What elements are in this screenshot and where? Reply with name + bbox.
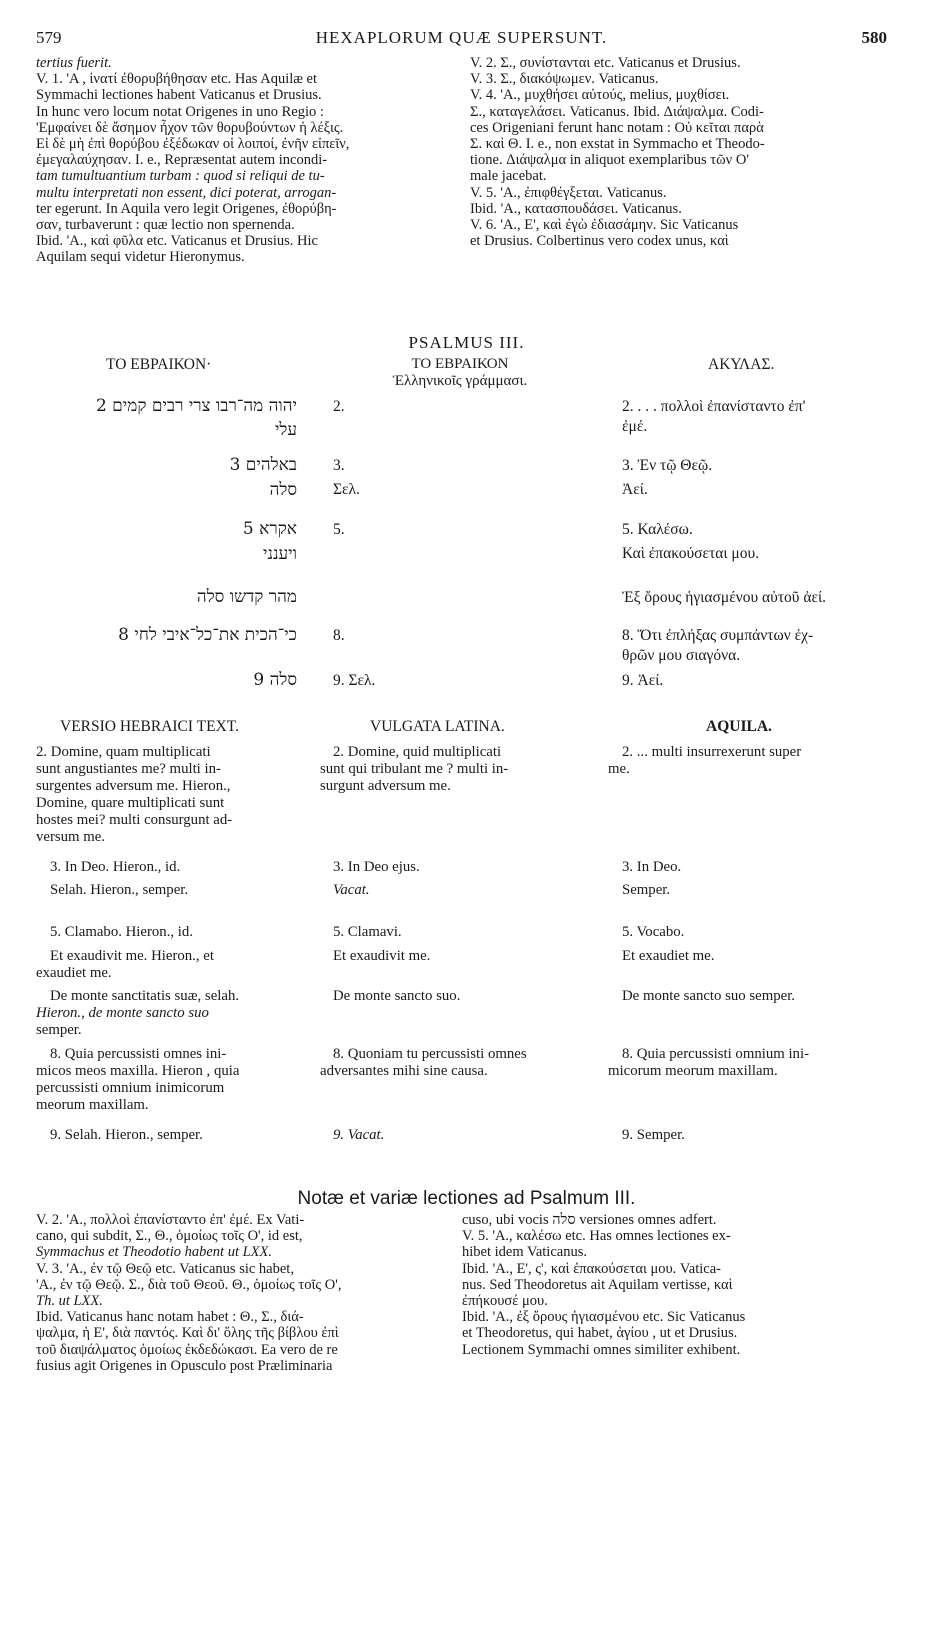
aquila-line: 8. Ὅτι ἐπλήξας συμπάντων ἐχ- [622, 627, 814, 644]
text-line: tam tumultuantium turbam : quod si reliqui de tu- [36, 168, 325, 185]
running-title: HEXAPLORUM QUÆ SUPERSUNT. [315, 28, 608, 47]
notes-left-column [36, 1212, 441, 1374]
text-line: τοῦ διαψάλματος ὁμοίως ἐκδεδώκασι. Ea vero de re [36, 1341, 338, 1358]
aquila-monte: De monte sancto suo semper. [622, 988, 796, 1004]
versio-exaud: Et exaudivit me. Hieron., et [50, 948, 214, 964]
text-line: Ibid. 'A., κατασπουδάσει. Vaticanus. [470, 200, 682, 217]
vulgata-v2: surgunt adversum me. [320, 778, 451, 794]
hebrew-line: סלה [269, 480, 297, 500]
versio-exaud: exaudiet me. [36, 965, 112, 981]
text-line: V. 1. 'A , ἱνατί ἐθορυβήθησαν etc. Has Aquilæ et [36, 71, 318, 88]
aquila-v8: micorum meorum maxillam. [608, 1063, 778, 1079]
hebrew-line: ויענני [263, 544, 297, 564]
text-line: tertius fuerit. [36, 55, 112, 71]
text-line: nus. Sed Theodoretus ait Aquilam vertisse, καὶ [462, 1276, 733, 1293]
vulgata-exaud: Et exaudivit me. [333, 948, 431, 964]
text-line: fusius agit Origenes in Opusculo post Præliminaria [36, 1357, 333, 1374]
col-head-translit-sub: Ἑλληνικοῖς γράμμασι. [392, 373, 528, 389]
hebrew-line: באלהים 3 [229, 455, 297, 475]
versio-v8: 8. Quia percussisti omnes ini- [50, 1046, 227, 1062]
text-line: ter egerunt. In Aquila vero legit Origenes, ἐθορύβη- [36, 200, 337, 217]
text-line: tione. Διάψαλμα in aliquot exemplaribus τῶν O' [470, 152, 749, 169]
aquila-v2: 2. ... multi insurrexerunt super [622, 744, 802, 760]
aquila-exaud: Et exaudiet me. [622, 948, 715, 964]
aquila-v2: me. [608, 761, 630, 777]
translit-line: Σελ. [333, 481, 360, 498]
aquila-semper: Semper. [622, 882, 671, 898]
page-number-right: 580 [861, 28, 887, 47]
text-line: ἐπήκουσέ μου. [462, 1293, 548, 1310]
page-number-left: 579 [36, 28, 62, 47]
versio-v8: micos meos maxilla. Hieron , quia [36, 1063, 240, 1079]
translit-line: 8. [333, 627, 345, 644]
versio-v5: 5. Clamabo. Hieron., id. [50, 924, 194, 940]
aquila-line: Ἀεί. [622, 481, 648, 498]
translit-line: 5. [333, 521, 345, 538]
text-line: sunt angustiantes me? multi in- [36, 761, 221, 777]
text-line: V. 5. 'A., ἐπιφθέγξεται. Vaticanus. [470, 184, 667, 201]
aquila-line: 9. Ἀεί. [622, 672, 664, 689]
aquila-line: θρῶν μου σιαγόνα. [622, 647, 741, 664]
text-line: Ibid. 'A., ἐξ ὄρους ἡγιασμένου etc. Sic Vaticanus [462, 1309, 746, 1326]
top-right-column [470, 55, 890, 249]
text-line: 2. Domine, quam multiplicati [36, 744, 211, 760]
versio-v8: percussisti omnium inimicorum [36, 1080, 225, 1096]
text-line: male jacebat. [470, 168, 547, 185]
translit-line: 3. [333, 457, 345, 474]
versio-v9: 9. Selah. Hieron., semper. [50, 1127, 203, 1143]
text-line: In hunc vero locum notat Origenes in uno Regio : [36, 103, 324, 120]
text-line: hibet idem Vaticanus. [462, 1244, 587, 1261]
text-line: Symmachus et Theodotio habent ut LXX. [36, 1244, 273, 1261]
text-line: V. 2. Σ., συνίστανται etc. Vaticanus et Drusius. [470, 55, 741, 71]
latin-head-versio: VERSIO HEBRAICI TEXT. [60, 718, 239, 735]
aquila-v9: 9. Semper. [622, 1127, 685, 1143]
aquila-v8: 8. Quia percussisti omnium ini- [622, 1046, 809, 1062]
text-line: et Theodoretus, qui habet, ἁγίου , ut et Drusius. [462, 1325, 738, 1342]
text-line: surgentes adversum me. Hieron., [36, 778, 231, 794]
text-line: versum me. [36, 829, 106, 845]
text-line: Σ., καταγελάσει. Vaticanus. Ibid. Διάψαλμα. Codi- [470, 103, 764, 120]
text-line: Εἰ δὲ μὴ ἐπὶ θορύβου ἐξέδωκαν οἱ λοιποί, ἐνῆν εἰπεῖν, [36, 136, 350, 153]
text-line: Σ. καὶ Θ. I. e., non exstat in Symmacho et Theodo- [470, 136, 765, 153]
hebrew-line: מהר קדשו סלה [196, 587, 297, 607]
aquila-line: 2. . . . πολλοὶ ἐπανίσταντο ἐπ' [622, 398, 806, 415]
text-line: ἐμεγαλαύχησαν. I. e., Repræsentat autem incondi- [36, 152, 328, 169]
versio-monte: De monte sanctitatis suæ, selah. [50, 988, 240, 1004]
versio-v8: meorum maxillam. [36, 1097, 149, 1113]
vulgata-v2: sunt qui tribulant me ? multi in- [320, 761, 509, 777]
notes-right-column [462, 1212, 890, 1358]
text-line: ces Origeniani ferunt hanc notam : Οὐ κεῖται παρὰ [470, 119, 764, 136]
vulgata-monte: De monte sancto suo. [333, 988, 461, 1004]
col-head-hebrew: ΤΟ ΕΒΡΑΙΚΟΝ· [106, 356, 212, 373]
vulgata-v9: 9. Vacat. [333, 1127, 385, 1143]
aquila-line: ἐμέ. [622, 418, 648, 435]
versio-v3: 3. In Deo. Hieron., id. [50, 859, 181, 875]
col-head-translit [360, 356, 560, 390]
col-head-translit-title: ΤΟ ΕΒΡΑΙΚΟΝ [411, 356, 509, 372]
text-line: Ibid. 'A., E', ς', καὶ ἐπακούσεται μου. Vatica- [462, 1260, 721, 1277]
vulgata-v8: adversantes mihi sine causa. [320, 1063, 488, 1079]
text-line: et Drusius. Colbertinus vero codex unus, καὶ [470, 233, 729, 250]
aquila-v3: 3. In Deo. [622, 859, 682, 875]
text-line: multu interpretati non essent, dici poterat, arrogan- [36, 184, 337, 201]
hebrew-line: אקרא 5 [242, 519, 297, 539]
notes-title: Notæ et variæ lectiones ad Psalmum III. [297, 1188, 636, 1209]
text-line: σαν, turbaverunt : quæ lectio non spernenda. [36, 217, 295, 234]
hebrew-line: סלה 9 [253, 670, 297, 690]
latin-head-vulgata: VULGATA LATINA. [370, 718, 505, 735]
top-left-column [36, 55, 441, 266]
vulgata-v5: 5. Clamavi. [333, 924, 402, 940]
aquila-line: Καὶ ἐπακούσεται μου. [622, 545, 760, 562]
text-line: Domine, quare multiplicati sunt [36, 795, 225, 811]
vulgata-v8: 8. Quoniam tu percussisti omnes [333, 1046, 527, 1062]
text-line: Ibid. Vaticanus hanc notam habet : Θ., Σ., διά- [36, 1309, 304, 1326]
text-line: 'A., ἐν τῷ Θεῷ. Σ., διὰ τοῦ Θεοῦ. Θ., ὁμοίως τοῖς O', [36, 1276, 342, 1293]
text-line: V. 3. 'A., ἐν τῷ Θεῷ etc. Vaticanus sic habet, [36, 1260, 294, 1277]
versio-selah: Selah. Hieron., semper. [50, 882, 189, 898]
vulgata-vacat: Vacat. [333, 882, 370, 898]
text-line: Lectionem Symmachi omnes similiter exhibent. [462, 1341, 741, 1358]
text-line: Symmachi lectiones habent Vaticanus et Drusius. [36, 87, 322, 104]
aquila-v5: 5. Vocabo. [622, 924, 685, 940]
col-head-aquila: ΑΚΥΛΑΣ. [708, 356, 775, 373]
text-line: V. 3. Σ., διακόψωμεν. Vaticanus. [470, 71, 659, 88]
aquila-line: Ἐξ ὄρους ἡγιασμένου αὐτοῦ ἀεί. [622, 589, 827, 606]
aquila-line: 3. Ἐν τῷ Θεῷ. [622, 457, 713, 474]
translit-line: 9. Σελ. [333, 672, 376, 689]
text-line: V. 6. 'A., E', καὶ ἐγὼ ἐδιασάμην. Sic Vaticanus [470, 217, 739, 234]
text-line: Ibid. 'A., καὶ φῦλα etc. Vaticanus et Drusius. Hic [36, 233, 318, 250]
translit-line: 2. [333, 398, 345, 415]
hebrew-line: יהוה מה־רבו צרי רבים קמים 2 [95, 396, 297, 416]
text-line: cano, qui subdit, Σ., Θ., ὁμοίως τοῖς O', id est, [36, 1228, 303, 1245]
text-line: 'Εμφαίνει δὲ ἄσημον ἦχον τῶν θορυβούντων ἡ λέξις. [36, 119, 344, 136]
versio-v2 [36, 744, 306, 846]
aquila-line: 5. Καλέσω. [622, 521, 693, 538]
text-line: cuso, ubi vocis סלה versiones omnes adfert. [462, 1212, 717, 1228]
text-line: Aquilam sequi videtur Hieronymus. [36, 249, 245, 266]
text-line: V. 4. 'A., μυχθήσει αὐτούς, melius, μυχθίσει. [470, 87, 730, 104]
versio-monte: semper. [36, 1022, 82, 1038]
text-line: hostes mei? multi consurgunt ad- [36, 812, 233, 828]
text-line: V. 2. 'A., πολλοὶ ἐπανίσταντο ἐπ' ἐμέ. Ex Vati- [36, 1212, 305, 1228]
latin-head-aquila: AQUILA. [706, 718, 772, 735]
hebrew-line: כי־הכית את־כל־איבי לחי 8 [118, 625, 297, 645]
text-line: V. 5. 'A., καλέσω etc. Has omnes lectiones ex- [462, 1228, 731, 1245]
text-line: ψαλμα, ἡ E', διὰ παντός. Καὶ δι' ὅλης τῆς βίβλου ἐπὶ [36, 1325, 339, 1342]
hebrew-line: עלי [274, 420, 297, 440]
vulgata-v2: 2. Domine, quid multiplicati [333, 744, 502, 760]
running-header [36, 28, 887, 52]
psalm-title: PSALMUS III. [408, 333, 525, 352]
vulgata-v3: 3. In Deo ejus. [333, 859, 420, 875]
text-line: Th. ut LXX. [36, 1293, 103, 1310]
versio-monte: Hieron., de monte sancto suo [36, 1005, 209, 1021]
